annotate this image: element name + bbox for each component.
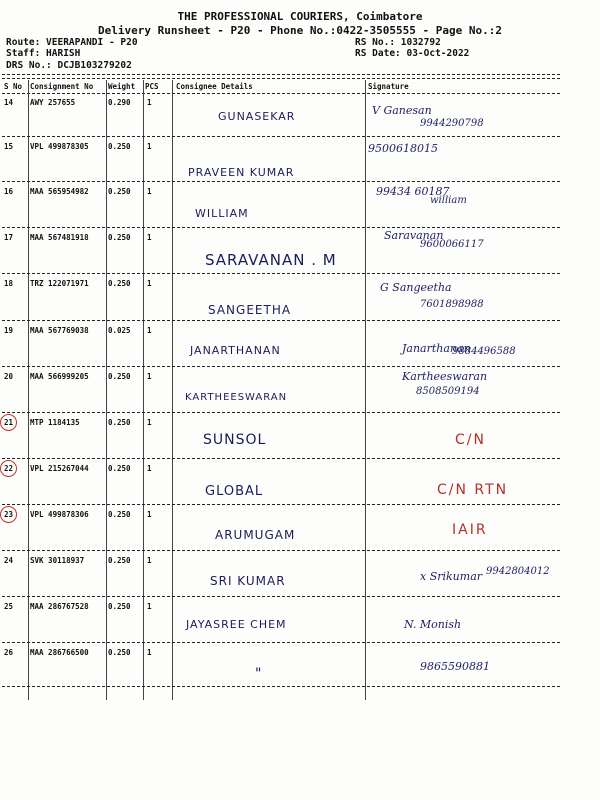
row-weight: 0.250 (108, 602, 131, 611)
row-signature: Kartheeswaran (402, 370, 488, 383)
row-sno: 24 (4, 556, 14, 565)
column-rule (143, 80, 144, 700)
row-signature: V Ganesan (372, 104, 432, 117)
row-pcs: 1 (147, 464, 152, 473)
sno-circle-mark (0, 460, 17, 477)
row-consignee-name: SANGEETHA (208, 303, 292, 317)
row-consignment-no: MTP 1184135 (30, 418, 80, 427)
row-weight: 0.250 (108, 233, 131, 242)
row-consignment-no: MAA 565954982 (30, 187, 89, 196)
row-consignee-name: JAYASREE CHEM (186, 618, 287, 631)
row-pcs: 1 (147, 602, 152, 611)
company-title: THE PROFESSIONAL COURIERS, Coimbatore (177, 10, 423, 23)
row-signature: x Srikumar (420, 570, 483, 583)
row-divider (2, 136, 560, 137)
row-divider (2, 181, 560, 182)
row-pcs: 1 (147, 648, 152, 657)
row-consignee-name: SUNSOL (203, 432, 267, 448)
row-pcs: 1 (147, 510, 152, 519)
sno-circle-mark (0, 506, 17, 523)
row-consignment-no: VPL 215267044 (30, 464, 89, 473)
row-sno: 17 (4, 233, 14, 242)
row-signature-note: 9944290798 (420, 118, 484, 129)
row-pcs: 1 (147, 326, 152, 335)
sno-circle-mark (0, 414, 17, 431)
row-consignment-no: TRZ 122071971 (30, 279, 89, 288)
col-pcs: PCS (145, 82, 159, 91)
row-sno: 14 (4, 98, 14, 107)
row-weight: 0.250 (108, 279, 131, 288)
row-signature-note: 9942804012 (486, 566, 550, 577)
column-rule (365, 80, 366, 700)
row-pcs: 1 (147, 372, 152, 381)
row-signature: 9500618015 (368, 142, 438, 155)
col-consignee: Consignee Details (176, 82, 253, 91)
row-sno: 21 (4, 418, 14, 427)
row-pcs: 1 (147, 556, 152, 565)
row-consignee-name: " (255, 666, 263, 682)
row-sno: 20 (4, 372, 14, 381)
row-weight: 0.250 (108, 418, 131, 427)
row-consignment-no: SVK 30118937 (30, 556, 85, 565)
column-header-divider (2, 93, 560, 94)
row-sno: 15 (4, 142, 14, 151)
runsheet-subtitle: Delivery Runsheet - P20 - Phone No.:0422-3505555 - Page No.:2 (98, 24, 502, 37)
row-divider (2, 320, 560, 321)
row-delivery-remark: C/N (455, 432, 486, 448)
row-sno: 25 (4, 602, 14, 611)
row-signature-note: 9600066117 (420, 239, 484, 250)
row-pcs: 1 (147, 187, 152, 196)
column-rule (172, 80, 173, 700)
row-weight: 0.250 (108, 187, 131, 196)
row-delivery-remark: C/N RTN (437, 482, 509, 498)
row-consignee-name: WILLIAM (195, 207, 249, 220)
row-sno: 23 (4, 510, 14, 519)
row-divider (2, 504, 560, 505)
row-weight: 0.250 (108, 142, 131, 151)
row-weight: 0.025 (108, 326, 131, 335)
row-divider (2, 273, 560, 274)
row-sno: 16 (4, 187, 14, 196)
header-divider (2, 74, 560, 75)
row-weight: 0.250 (108, 556, 131, 565)
row-divider (2, 550, 560, 551)
row-consignment-no: AWY 257655 (30, 98, 76, 107)
row-divider (2, 686, 560, 687)
row-consignee-name: GLOBAL (205, 484, 264, 499)
row-weight: 0.250 (108, 510, 131, 519)
row-consignment-no: MAA 567769038 (30, 326, 89, 335)
row-consignment-no: VPL 499878306 (30, 510, 89, 519)
row-pcs: 1 (147, 98, 152, 107)
row-signature: Saravanan (384, 229, 444, 242)
row-signature: Janarthanan (402, 342, 471, 355)
row-pcs: 1 (147, 233, 152, 242)
row-consignee-name: GUNASEKAR (218, 110, 296, 123)
row-consignee-name: SARAVANAN . M (205, 251, 337, 269)
col-weight: Weight (108, 82, 136, 91)
row-signature: 99434 60187 (376, 185, 450, 198)
row-signature-note: 7601898988 (420, 299, 484, 310)
row-signature-note: 9884496588 (452, 346, 516, 357)
row-divider (2, 642, 560, 643)
row-weight: 0.250 (108, 464, 131, 473)
row-consignment-no: MAA 286767528 (30, 602, 89, 611)
row-sno: 19 (4, 326, 14, 335)
row-weight: 0.250 (108, 372, 131, 381)
row-sno: 26 (4, 648, 14, 657)
staff-label: Staff: HARISH (6, 48, 81, 59)
row-sno: 22 (4, 464, 14, 473)
row-consignee-name: PRAVEEN KUMAR (188, 166, 295, 179)
row-signature-note: 8508509194 (416, 386, 480, 397)
row-signature-note: william (430, 195, 467, 206)
row-signature: N. Monish (404, 618, 462, 631)
row-consignee-name: ARUMUGAM (215, 528, 296, 542)
row-weight: 0.290 (108, 98, 131, 107)
rs-number: RS No.: 1032792 (355, 37, 441, 48)
row-signature: G Sangeetha (380, 281, 452, 294)
col-signature: Signature (368, 82, 409, 91)
row-signature: 9865590881 (420, 660, 490, 673)
row-divider (2, 412, 560, 413)
row-consignment-no: MAA 567481918 (30, 233, 89, 242)
row-divider (2, 596, 560, 597)
row-divider (2, 227, 560, 228)
col-consignment: Consignment No (30, 82, 94, 91)
header-divider (2, 78, 560, 79)
col-sno: S No (4, 82, 23, 91)
row-consignee-name: KARTHEESWARAN (185, 392, 288, 403)
row-weight: 0.250 (108, 648, 131, 657)
column-rule (28, 80, 29, 700)
row-consignment-no: MAA 566999205 (30, 372, 89, 381)
row-consignee-name: JANARTHANAN (190, 344, 281, 357)
row-pcs: 1 (147, 142, 152, 151)
row-pcs: 1 (147, 279, 152, 288)
row-delivery-remark: IAIR (452, 522, 488, 538)
row-consignment-no: VPL 499878305 (30, 142, 89, 151)
column-rule (106, 80, 107, 700)
row-consignee-name: SRI KUMAR (210, 574, 286, 588)
drs-number: DRS No.: DCJB103279202 (6, 60, 132, 71)
row-divider (2, 458, 560, 459)
row-sno: 18 (4, 279, 14, 288)
row-consignment-no: MAA 286766500 (30, 648, 89, 657)
row-pcs: 1 (147, 418, 152, 427)
route-label: Route: VEERAPANDI - P20 (6, 37, 138, 48)
rs-date: RS Date: 03-Oct-2022 (355, 48, 470, 59)
row-divider (2, 366, 560, 367)
